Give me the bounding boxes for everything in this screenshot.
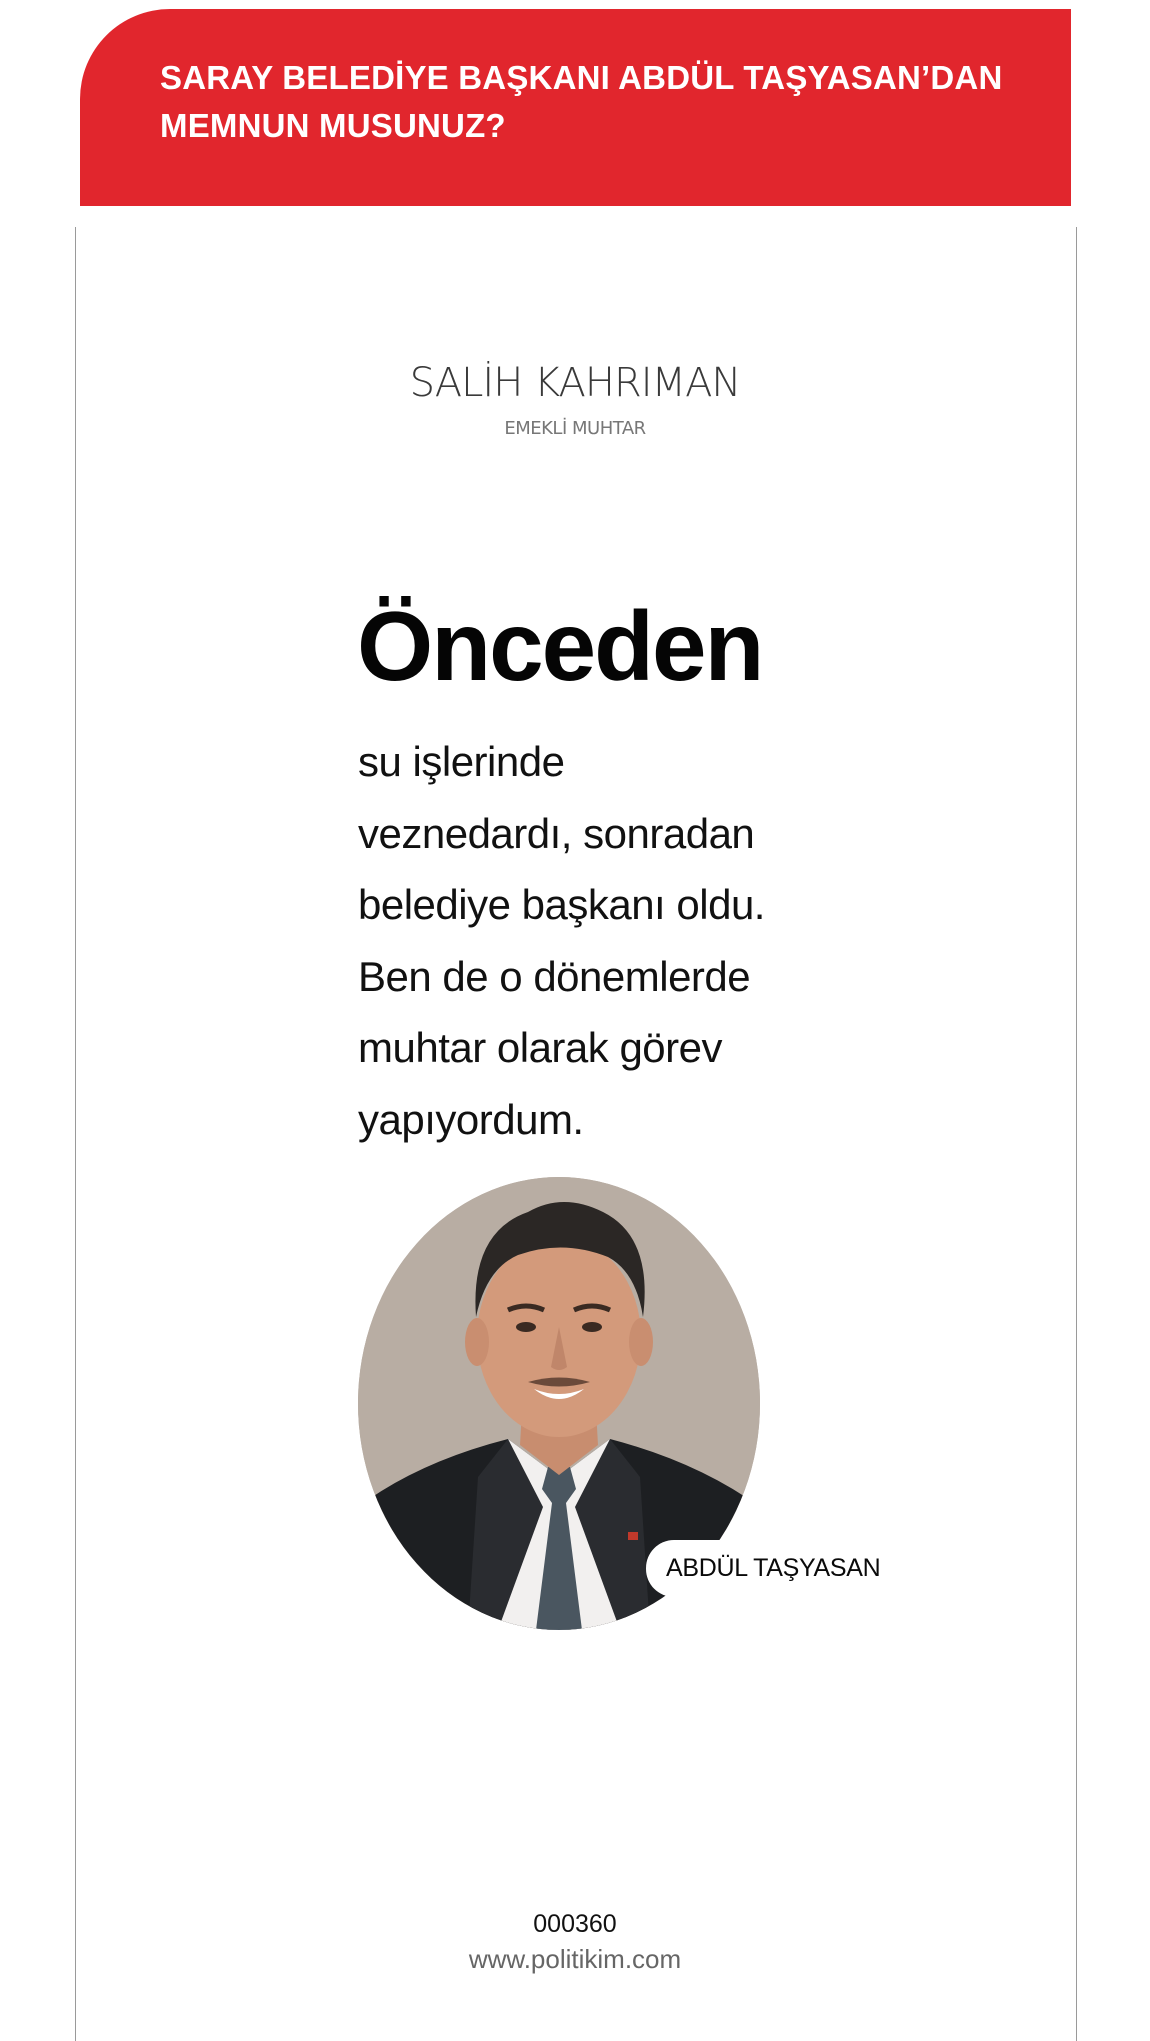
title-line-1: SARAY BELEDİYE BAŞKANI ABDÜL TAŞYASAN’DAN	[160, 59, 1003, 96]
quote-line: muhtar olarak görev	[358, 1024, 723, 1071]
footer-website-link[interactable]: www.politikim.com	[468, 1944, 682, 1974]
quote-body	[358, 726, 878, 1155]
page-title	[160, 54, 1060, 150]
quote-line: Ben de o dönemlerde	[358, 952, 751, 1000]
quote-line: belediye başkanı oldu.	[358, 881, 765, 928]
quote-headline: Önceden	[357, 591, 763, 701]
quote-line: su işlerinde	[358, 738, 565, 785]
author-role: EMEKLİ MUHTAR	[504, 418, 646, 439]
title-line-2: MEMNUN MUSUNUZ?	[160, 107, 506, 144]
quote-line: yapıyordum.	[358, 1095, 584, 1143]
frame-left-border	[75, 227, 76, 2041]
subject-name-tag: ABDÜL TAŞYASAN	[646, 1540, 896, 1597]
footer-code: 000360	[533, 1910, 617, 1938]
quote-line: veznedardı, sonradan	[358, 809, 755, 857]
author-name: SALİH KAHRIMAN	[409, 360, 741, 406]
frame-right-border	[1076, 227, 1077, 2041]
